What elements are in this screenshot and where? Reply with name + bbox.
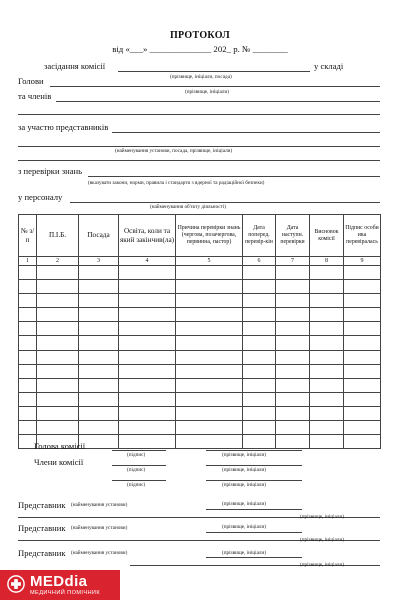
- table-cell[interactable]: [19, 308, 37, 322]
- members-hint: (прізвище, ініціали): [185, 89, 230, 95]
- table-cell[interactable]: [243, 280, 276, 294]
- table-cell[interactable]: [276, 364, 310, 378]
- table-column-numbers-row: [19, 257, 381, 266]
- commission-label: засідання комісії: [44, 61, 106, 71]
- table-cell[interactable]: [344, 266, 381, 280]
- table-cell[interactable]: [176, 280, 243, 294]
- table-cell[interactable]: [276, 392, 310, 406]
- table-cell[interactable]: [37, 294, 79, 308]
- head-label: Голови: [18, 76, 44, 86]
- table-cell[interactable]: [176, 406, 243, 420]
- logo-tagline: МЕДИЧНИЙ ПОМІЧНИК: [30, 590, 100, 596]
- head-line[interactable]: [50, 86, 380, 87]
- table-cell[interactable]: [310, 406, 344, 420]
- table-cell[interactable]: [119, 406, 176, 420]
- table-cell[interactable]: [37, 322, 79, 336]
- table-cell[interactable]: [119, 350, 176, 364]
- table-cell[interactable]: [310, 294, 344, 308]
- col-header-full-name: П.І.Б.: [37, 215, 79, 257]
- personnel-label: у персоналу: [18, 192, 63, 202]
- col-number: 7: [276, 257, 310, 266]
- col-header-number: № з/п: [19, 215, 37, 257]
- table-cell[interactable]: [344, 294, 381, 308]
- col-number: 8: [310, 257, 344, 266]
- table-cell[interactable]: [37, 350, 79, 364]
- table-header-row: [19, 215, 381, 257]
- member-2-name-line[interactable]: [206, 480, 302, 481]
- table-cell[interactable]: [243, 294, 276, 308]
- representatives-label: за участю представників: [18, 122, 109, 132]
- table-cell[interactable]: [37, 280, 79, 294]
- table-cell[interactable]: [119, 421, 176, 435]
- table-cell[interactable]: [119, 392, 176, 406]
- representative-3-name-hint: (прізвище, ініціали): [222, 550, 267, 556]
- table-cell[interactable]: [310, 378, 344, 392]
- table-cell[interactable]: [176, 364, 243, 378]
- table-cell[interactable]: [79, 308, 119, 322]
- col-header-signature: Підпис особи ика перевіралась: [344, 215, 381, 257]
- table-cell[interactable]: [243, 421, 276, 435]
- table-cell[interactable]: [79, 280, 119, 294]
- personnel-hint: (найменування об'єкту діяльності): [150, 204, 227, 210]
- members-line-2[interactable]: [18, 114, 380, 115]
- head-hint: (прізвище, ініціали, посада): [170, 74, 232, 80]
- representative-2-name-line[interactable]: [206, 532, 302, 533]
- table-cell[interactable]: [310, 435, 344, 449]
- table-cell[interactable]: [310, 336, 344, 350]
- col-number: 3: [79, 257, 119, 266]
- table-cell[interactable]: [119, 266, 176, 280]
- table-cell[interactable]: [176, 336, 243, 350]
- col-header-check-reason: Причина перевірки знань (чергова, позачергова, первинна, пастор): [176, 215, 243, 257]
- table-cell[interactable]: [37, 266, 79, 280]
- table-cell[interactable]: [310, 266, 344, 280]
- representatives-hint: (найменування установи, посада, прізвище, ініціали): [115, 148, 233, 154]
- table-cell[interactable]: [344, 392, 381, 406]
- representative-3-label: Представник: [18, 548, 66, 558]
- table-cell[interactable]: [276, 378, 310, 392]
- table-cell[interactable]: [79, 322, 119, 336]
- table-cell[interactable]: [276, 280, 310, 294]
- chair-signature-line[interactable]: [112, 450, 166, 451]
- document-title: ПРОТОКОЛ: [169, 30, 231, 41]
- representatives-line-1[interactable]: [112, 132, 380, 133]
- representative-2-extra-hint: (прізвище, ініціали): [300, 537, 345, 543]
- table-cell[interactable]: [243, 350, 276, 364]
- table-cell[interactable]: [19, 280, 37, 294]
- table-cell[interactable]: [276, 435, 310, 449]
- table-cell[interactable]: [119, 322, 176, 336]
- table-cell[interactable]: [19, 392, 37, 406]
- table-cell[interactable]: [344, 280, 381, 294]
- table-cell[interactable]: [37, 406, 79, 420]
- table-cell[interactable]: [176, 378, 243, 392]
- table-cell[interactable]: [276, 308, 310, 322]
- members-label: та членів: [18, 91, 52, 101]
- col-number: 2: [37, 257, 79, 266]
- representative-2-name-hint: (прізвище, ініціали): [222, 524, 267, 530]
- table-cell[interactable]: [344, 435, 381, 449]
- knowledge-check-hint: (вказувати закони, норми, правила і стандарти з ядерної та радіаційної безпеки): [88, 180, 265, 186]
- representative-1-institution-hint: (найменування установи): [71, 502, 128, 508]
- table-cell[interactable]: [119, 364, 176, 378]
- table-cell[interactable]: [19, 378, 37, 392]
- table-cell[interactable]: [19, 322, 37, 336]
- members-line-1[interactable]: [56, 101, 380, 102]
- table-row: [19, 364, 381, 378]
- representative-1-name-hint: (прізвище, ініціали): [222, 501, 267, 507]
- table-row: [19, 266, 381, 280]
- representatives-line-3[interactable]: [18, 160, 380, 161]
- table-cell[interactable]: [79, 378, 119, 392]
- table-cell[interactable]: [243, 322, 276, 336]
- table-cell[interactable]: [19, 294, 37, 308]
- table-cell[interactable]: [310, 392, 344, 406]
- table-cell[interactable]: [344, 406, 381, 420]
- table-cell[interactable]: [19, 336, 37, 350]
- representative-3-extra-hint: (прізвище, ініціали): [300, 562, 345, 568]
- member-1-signature-line[interactable]: [112, 465, 166, 466]
- col-header-commission-conclusion: Висновок комісії: [310, 215, 344, 257]
- table-cell[interactable]: [176, 421, 243, 435]
- col-number: 6: [243, 257, 276, 266]
- representative-1-extra-hint: (прізвище, ініціали): [300, 514, 345, 520]
- member-1-signature-hint: (підпис): [127, 467, 146, 473]
- table-cell[interactable]: [276, 266, 310, 280]
- table-cell[interactable]: [276, 421, 310, 435]
- chair-name-hint: (прізвище, ініціали): [222, 452, 267, 458]
- members-signature-label: Члени комісії: [34, 457, 84, 467]
- knowledge-check-line[interactable]: [88, 176, 380, 177]
- table-cell[interactable]: [37, 308, 79, 322]
- table-cell[interactable]: [276, 294, 310, 308]
- table-cell[interactable]: [119, 294, 176, 308]
- table-cell[interactable]: [310, 350, 344, 364]
- table-cell[interactable]: [119, 308, 176, 322]
- table-cell[interactable]: [243, 308, 276, 322]
- member-2-signature-line[interactable]: [112, 480, 166, 481]
- representative-1-name-line[interactable]: [206, 509, 302, 510]
- table-cell[interactable]: [19, 266, 37, 280]
- col-header-education: Освіта, коли та який закінчив(ла): [119, 215, 176, 257]
- col-number: 1: [19, 257, 37, 266]
- table-cell[interactable]: [119, 336, 176, 350]
- member-2-name-hint: (прізвище, ініціали): [222, 482, 267, 488]
- table-cell[interactable]: [79, 392, 119, 406]
- table-cell[interactable]: [119, 378, 176, 392]
- table-row: [19, 280, 381, 294]
- table-cell[interactable]: [19, 421, 37, 435]
- table-cell[interactable]: [79, 294, 119, 308]
- commission-name-line[interactable]: [118, 71, 310, 72]
- member-1-name-line[interactable]: [206, 465, 302, 466]
- table-cell[interactable]: [37, 392, 79, 406]
- representative-2-label: Представник: [18, 523, 66, 533]
- table-cell[interactable]: [79, 364, 119, 378]
- col-header-position: Посада: [79, 215, 119, 257]
- member-1-name-hint: (прізвище, ініціали): [222, 467, 267, 473]
- representative-3-name-line[interactable]: [206, 557, 302, 558]
- col-number: 4: [119, 257, 176, 266]
- table-cell[interactable]: [176, 435, 243, 449]
- table-cell[interactable]: [176, 308, 243, 322]
- commission-suffix: у складі: [314, 61, 344, 71]
- table-cell[interactable]: [310, 364, 344, 378]
- date-number-line: від «___» ______________ 202_ р. № ________: [112, 44, 288, 54]
- representative-1-label: Представник: [18, 500, 66, 510]
- table-row: [19, 322, 381, 336]
- table-cell[interactable]: [344, 322, 381, 336]
- chair-signature-hint: (підпис): [127, 452, 146, 458]
- table-cell[interactable]: [310, 322, 344, 336]
- table-cell[interactable]: [243, 406, 276, 420]
- table-cell[interactable]: [79, 421, 119, 435]
- table-cell[interactable]: [243, 435, 276, 449]
- table-cell[interactable]: [19, 406, 37, 420]
- table-cell[interactable]: [276, 322, 310, 336]
- table-cell[interactable]: [276, 350, 310, 364]
- table-body: [19, 266, 381, 449]
- col-number: 9: [344, 257, 381, 266]
- member-2-signature-hint: (підпис): [127, 482, 146, 488]
- table-cell[interactable]: [79, 266, 119, 280]
- representative-3-institution-hint: (найменування установи): [71, 550, 128, 556]
- table-cell[interactable]: [344, 364, 381, 378]
- table-cell[interactable]: [176, 350, 243, 364]
- table-row: [19, 336, 381, 350]
- table-row: [19, 350, 381, 364]
- table-cell[interactable]: [310, 280, 344, 294]
- table-cell[interactable]: [176, 322, 243, 336]
- table-cell[interactable]: [243, 266, 276, 280]
- table-row: [19, 378, 381, 392]
- table-cell[interactable]: [19, 350, 37, 364]
- table-cell[interactable]: [243, 378, 276, 392]
- table-cell[interactable]: [176, 392, 243, 406]
- table-row: [19, 294, 381, 308]
- medical-cross-icon: [7, 575, 25, 593]
- table-cell[interactable]: [310, 308, 344, 322]
- table-cell[interactable]: [243, 336, 276, 350]
- table-cell[interactable]: [79, 406, 119, 420]
- table-cell[interactable]: [243, 364, 276, 378]
- table-row: [19, 406, 381, 420]
- table-cell[interactable]: [37, 421, 79, 435]
- table-cell[interactable]: [79, 336, 119, 350]
- table-cell[interactable]: [344, 336, 381, 350]
- table-row: [19, 308, 381, 322]
- table-cell[interactable]: [37, 364, 79, 378]
- representative-2-institution-hint: (найменування установи): [71, 525, 128, 531]
- table-cell[interactable]: [37, 336, 79, 350]
- col-header-next-check-date: Дата наступн. перевірки: [276, 215, 310, 257]
- chair-name-line[interactable]: [206, 450, 302, 451]
- table-cell[interactable]: [37, 378, 79, 392]
- table-cell[interactable]: [276, 336, 310, 350]
- table-cell[interactable]: [176, 294, 243, 308]
- col-header-previous-check-date: Дата поперед. перевір-кін: [243, 215, 276, 257]
- table-cell[interactable]: [19, 364, 37, 378]
- table-cell[interactable]: [119, 435, 176, 449]
- chair-label: Голова комісії: [34, 441, 86, 451]
- table-cell[interactable]: [344, 350, 381, 364]
- table-row: [19, 421, 381, 435]
- table-row: [19, 392, 381, 406]
- table-cell[interactable]: [344, 308, 381, 322]
- knowledge-check-label: з перевірки знань: [18, 166, 83, 176]
- table-cell[interactable]: [276, 406, 310, 420]
- table-cell[interactable]: [79, 350, 119, 364]
- meddia-logo: [0, 570, 120, 600]
- table-cell[interactable]: [243, 392, 276, 406]
- table-cell[interactable]: [344, 421, 381, 435]
- personnel-line[interactable]: [70, 202, 380, 203]
- knowledge-check-table: [18, 214, 381, 449]
- table-cell[interactable]: [344, 378, 381, 392]
- table-cell[interactable]: [176, 266, 243, 280]
- logo-name: MEDdia: [30, 573, 88, 590]
- table-cell[interactable]: [119, 280, 176, 294]
- representatives-line-2[interactable]: [18, 146, 380, 147]
- col-number: 5: [176, 257, 243, 266]
- table-cell[interactable]: [310, 421, 344, 435]
